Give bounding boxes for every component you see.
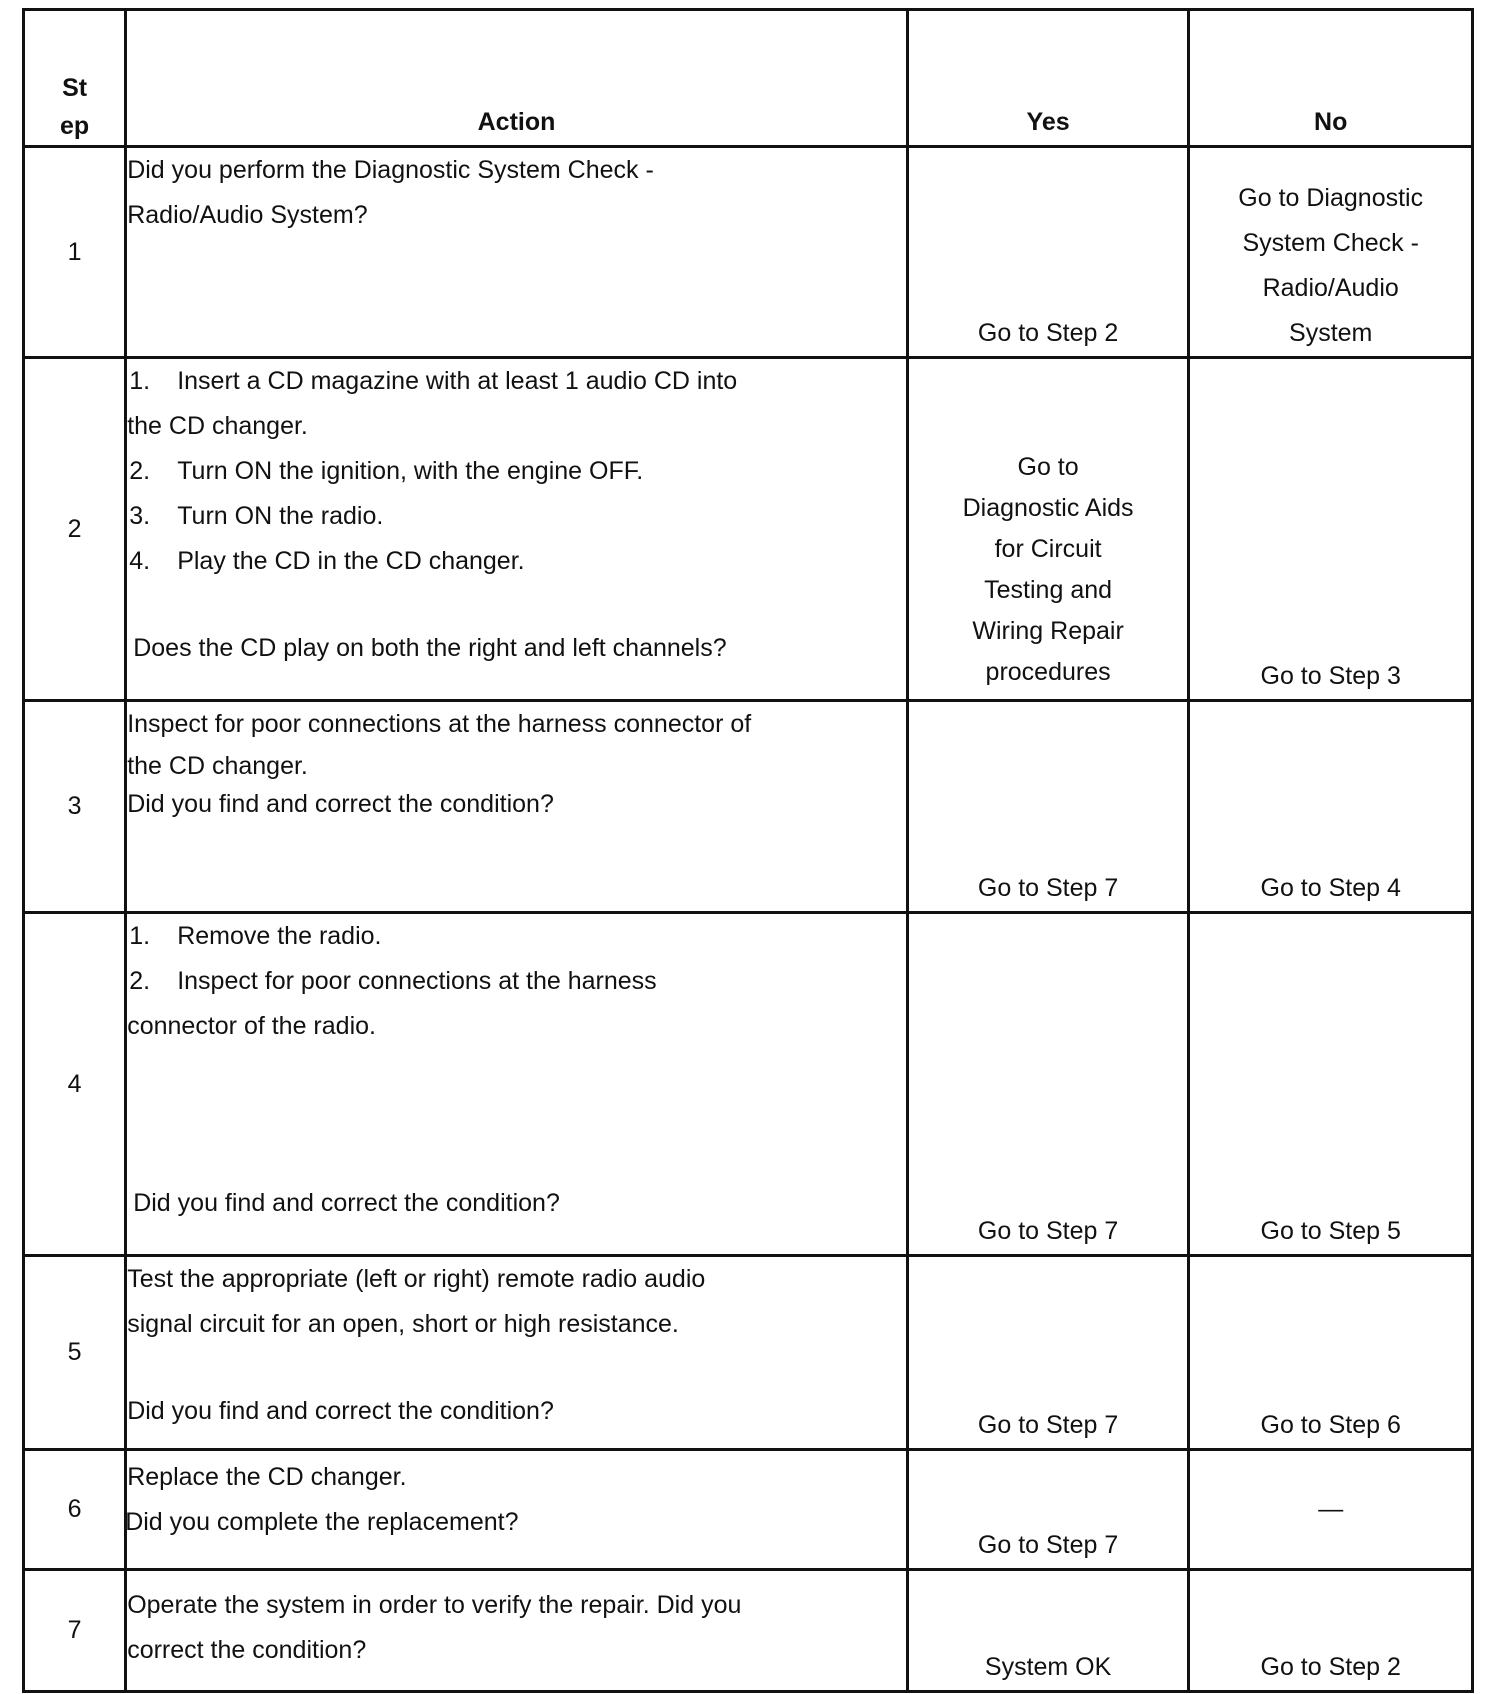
no-cell: Go to Step 6	[1189, 1256, 1473, 1450]
list-item: 1. Remove the radio.	[129, 922, 382, 950]
table-row	[24, 1256, 1473, 1450]
action-cell: 1. Remove the radio. 2. Inspect for poor connections at the harness connector of the radio. Did you find and correct the condition?	[126, 913, 908, 1256]
diagnostic-table	[22, 8, 1474, 1693]
question-text: Did you find and correct the condition?	[127, 790, 554, 818]
step-number: 3	[24, 701, 126, 913]
action-cell: Inspect for poor connections at the harness connector of the CD changer. Did you find and correct the condition?	[126, 701, 908, 913]
question-text: Did you find and correct the condition?	[133, 1189, 560, 1217]
question-text: Did you complete the replacement?	[125, 1508, 519, 1536]
table-row	[24, 1570, 1473, 1692]
header-no: No	[1189, 10, 1473, 147]
table-row	[24, 147, 1473, 358]
yes-cell: Go to Step 2	[907, 147, 1189, 358]
no-cell: Go to Step 3	[1189, 358, 1473, 701]
list-item: 3. Turn ON the radio.	[129, 502, 384, 530]
step-number: 7	[24, 1570, 126, 1692]
action-cell: Operate the system in order to verify the repair. Did you correct the condition?	[126, 1570, 908, 1692]
table-row	[24, 1450, 1473, 1570]
action-cell: Test the appropriate (left or right) remote radio audio signal circuit for an open, short or high resistance. Did you find and correct the condition?	[126, 1256, 908, 1450]
yes-cell: Go to Step 7	[907, 1256, 1189, 1450]
action-cell: Replace the CD changer. Did you complete the replacement?	[126, 1450, 908, 1570]
question-text: Did you find and correct the condition?	[127, 1397, 554, 1425]
table-row	[24, 701, 1473, 913]
list-item: 2. Inspect for poor connections at the harness	[129, 967, 657, 995]
step-number: 4	[24, 913, 126, 1256]
list-item: 1. Insert a CD magazine with at least 1 audio CD into	[129, 367, 738, 395]
no-cell: Go to Step 4	[1189, 701, 1473, 913]
yes-cell: Go to Step 7	[907, 913, 1189, 1256]
step-number: 5	[24, 1256, 126, 1450]
yes-cell: Go to Step 7	[907, 701, 1189, 913]
action-text: Radio/Audio System?	[127, 201, 368, 229]
yes-cell: Go to Step 7	[907, 1450, 1189, 1570]
step-number: 2	[24, 358, 126, 701]
table-row	[24, 913, 1473, 1256]
header-action: Action	[126, 10, 908, 147]
question-text: Does the CD play on both the right and left channels?	[133, 634, 727, 662]
no-cell: —	[1189, 1450, 1473, 1570]
no-cell: Go to Step 5	[1189, 913, 1473, 1256]
step-number: 1	[24, 147, 126, 358]
header-step: St ep	[24, 10, 126, 147]
no-cell: Go to Diagnostic System Check - Radio/Audio System	[1189, 147, 1473, 358]
action-cell: 1. Insert a CD magazine with at least 1 audio CD into the CD changer. 2. Turn ON the ignition, with the engine OFF. 3. Turn ON the radio. 4. Play the CD in the CD changer. Does the CD play on both the right and left channels?	[126, 358, 908, 701]
no-cell: Go to Step 2	[1189, 1570, 1473, 1692]
step-number: 6	[24, 1450, 126, 1570]
table-header-row	[24, 10, 1473, 147]
list-item: 4. Play the CD in the CD changer.	[129, 547, 525, 575]
yes-cell: System OK	[907, 1570, 1189, 1692]
yes-cell: Go to Diagnostic Aids for Circuit Testing and Wiring Repair procedures	[907, 358, 1189, 701]
header-yes: Yes	[907, 10, 1189, 147]
action-cell	[126, 147, 908, 358]
table-row	[24, 358, 1473, 701]
list-item: 2. Turn ON the ignition, with the engine OFF.	[129, 457, 644, 485]
action-text: Did you perform the Diagnostic System Check -	[127, 156, 654, 184]
